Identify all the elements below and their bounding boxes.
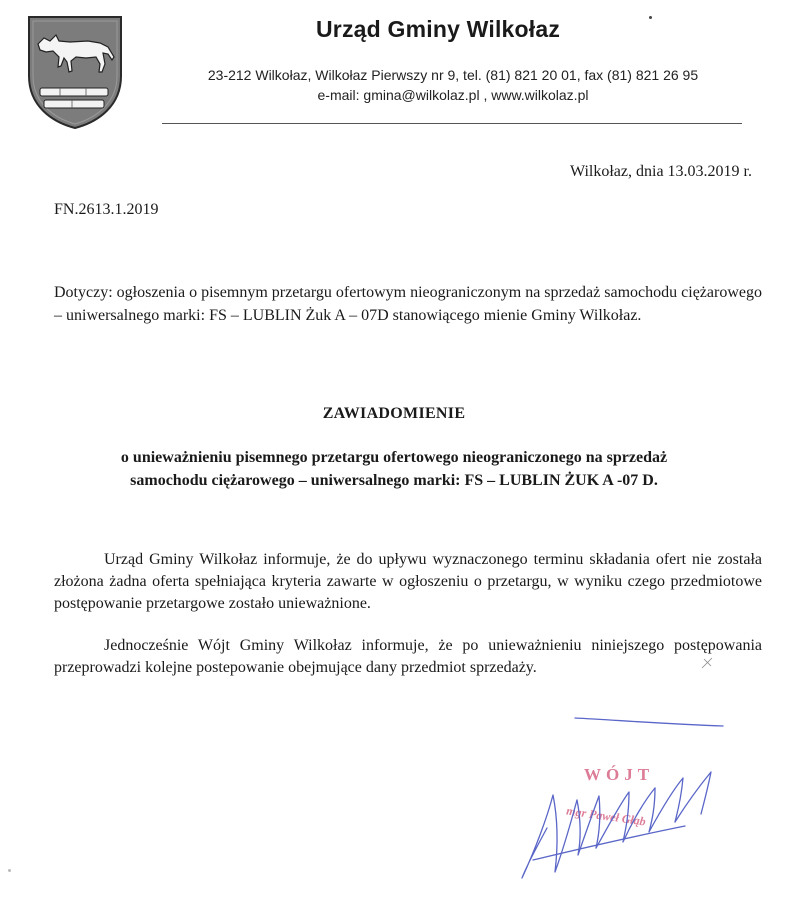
- handwritten-signature-icon: [505, 700, 745, 890]
- subtitle-line-1: o unieważnieniu pisemnego przetargu ofertowego nieograniczonego na sprzedaż: [120, 449, 668, 466]
- address-line: 23-212 Wilkołaz, Wilkołaz Pierwszy nr 9, tel. (81) 821 20 01, fax (81) 821 26 95: [207, 67, 699, 83]
- reference-number: FN.2613.1.2019: [54, 201, 159, 218]
- wolf-coat-of-arms-icon: [26, 14, 124, 130]
- scan-speck-bottom: [8, 869, 11, 872]
- organization-name: Urząd Gminy Wilkołaz: [316, 16, 561, 42]
- subtitle-line-2: samochodu ciężarowego – uniwersalnego marki: FS – LUBLIN ŻUK A -07 D.: [130, 472, 658, 489]
- document-title: ZAWIADOMIENIE: [322, 405, 466, 422]
- header-divider: [162, 123, 742, 124]
- contact-line: e-mail: gmina@wilkolaz.pl , www.wilkolaz.pl: [317, 87, 589, 103]
- subject-paragraph: Dotyczy: ogłoszenia o pisemnym przetargu ofertowym nieograniczonym na sprzedaż samochodu ciężarowego – uniwersalnego marki: FS – LUBLIN Żuk A – 07D stanowiącego mienie Gminy Wilkołaz.: [54, 284, 762, 324]
- document-subtitle: [40, 446, 748, 492]
- body-paragraph-2: Jednocześnie Wójt Gminy Wilkołaz informuje, że po unieważnieniu niniejszego postępowania przeprowadzi kolejne postepowanie obejmujące dany przedmiot sprzedaży.: [54, 637, 762, 676]
- stamp-title: WÓJT: [584, 765, 655, 784]
- pen-mark: [700, 656, 714, 670]
- stamp-name: mgr Paweł Głąb: [565, 803, 647, 829]
- scan-speck: [649, 16, 652, 19]
- body-paragraph-1: Urząd Gminy Wilkołaz informuje, że do upływu wyznaczonego terminu składania ofert nie została złożona żadna oferta spełniająca kryteria zawarte w ogłoszeniu o przetargu, w wyniku czego przedmiotowe postępowanie przetargowe zostało unieważnione.: [54, 551, 762, 612]
- document-date: Wilkołaz, dnia 13.03.2019 r.: [570, 163, 752, 180]
